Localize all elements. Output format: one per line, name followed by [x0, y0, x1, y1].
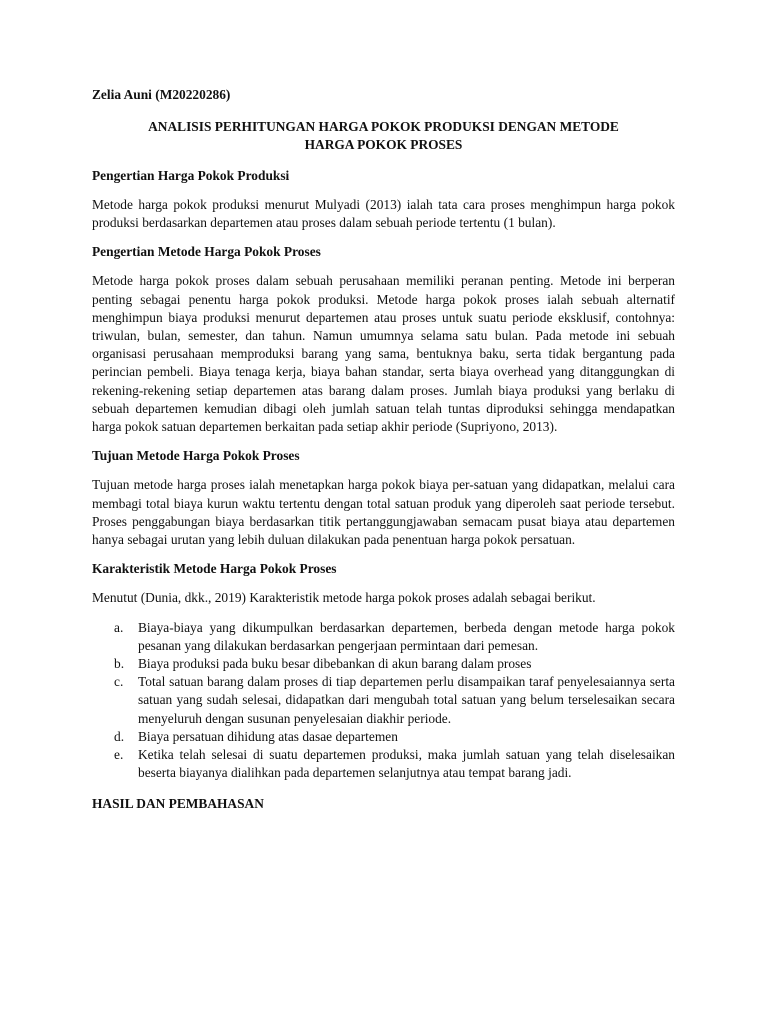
- list-item-text: Biaya produksi pada buku besar dibebankan di akun barang dalam proses: [138, 656, 532, 672]
- author-line: Zelia Auni (M20220286): [92, 87, 231, 102]
- list-marker: d.: [114, 728, 125, 744]
- list-item-text: Total satuan barang dalam proses di tiap departemen perlu disampaikan taraf penyelesaiannya serta satuan yang sudah selesai, didapatkan dari mengubah total satuan yang belum terselesaikan secara menyeluruh dengan susunan penyelesaian diakhir periode.: [138, 674, 675, 726]
- document-page: [92, 86, 675, 813]
- list-marker: e.: [114, 747, 124, 763]
- section-heading-karakteristik: Karakteristik Metode Harga Pokok Proses: [92, 561, 337, 577]
- section-paragraph-pengertian-metode: Metode harga pokok proses dalam sebuah perusahaan memiliki peranan penting. Metode ini berperan penting sebagai penentu harga pokok produksi. Metode harga pokok proses ialah sebuah alternatif menghimpun biaya produksi menurut departemen atau proses untuk suatu periode eksklusif, contohnya: triwulan, bulan, semester, dan tahun. Namun umumnya selama satu bulan. Pada metode ini sebuah organisasi perusahaan memproduksi barang yang sama, bentuknya baku, serta tidak bergantung pada perincian pembeli. Biaya tenaga kerja, biaya bahan standar, serta biaya overhead yang ditanggungkan di rekening-rekening setiap departemen atas barang dalam proses. Jumlah biaya produksi yang berlaku di sebuah departemen kemudian dibagi oleh jumlah satuan telah tuntas diproduksi sehingga mendapatkan harga pokok satuan departemen berkaitan pada setiap akhir periode (Supriyono, 2013).: [92, 273, 675, 435]
- list-item-text: Ketika telah selesai di suatu departemen produksi, maka jumlah satuan yang telah diselesaikan beserta biayanya dialihkan pada departemen selanjutnya atau tempat barang jadi.: [138, 747, 675, 781]
- section-heading-pengertian-metode: Pengertian Metode Harga Pokok Proses: [92, 244, 321, 260]
- section-paragraph-tujuan: Tujuan metode harga proses ialah menetapkan harga pokok biaya per-satuan yang didapatkan, melalui cara membagi total biaya kurun waktu tertentu dengan total satuan produk yang diperoleh saat periode tersebut. Proses penggabungan biaya berdasarkan titik pertanggungjawaban semacam pusat biaya atau departemen hanya sebagai urutan yang lebih duluan dilakukan pada penentuan harga pokok persatuan.: [92, 477, 675, 548]
- title-line-1: ANALISIS PERHITUNGAN HARGA POKOK PRODUKSI DENGAN METODE: [148, 119, 619, 135]
- section-paragraph-karakteristik: Menutut (Dunia, dkk., 2019) Karakteristik metode harga pokok proses adalah sebagai berikut.: [92, 590, 596, 606]
- title-line-2: HARGA POKOK PROSES: [304, 137, 463, 153]
- list-item: [114, 619, 675, 655]
- list-item: [114, 746, 675, 782]
- list-marker: b.: [114, 656, 125, 672]
- list-item: [114, 655, 675, 673]
- document-title: [92, 118, 675, 154]
- list-marker: a.: [114, 619, 124, 635]
- section-paragraph-pengertian-hpp: Metode harga pokok produksi menurut Mulyadi (2013) ialah tata cara proses menghimpun harga pokok produksi berdasarkan departemen atau proses dalam sebuah periode tertentu (1 bulan).: [92, 196, 675, 231]
- list-item: [114, 728, 675, 746]
- list-marker: c.: [114, 674, 124, 690]
- results-heading: HASIL DAN PEMBAHASAN: [92, 795, 264, 811]
- section-heading-tujuan: Tujuan Metode Harga Pokok Proses: [92, 448, 300, 464]
- list-item: [114, 673, 675, 728]
- section-heading-pengertian-hpp: Pengertian Harga Pokok Produksi: [92, 167, 290, 183]
- list-item-text: Biaya persatuan dihidung atas dasae departemen: [138, 728, 398, 744]
- list-item-text: Biaya-biaya yang dikumpulkan berdasarkan departemen, berbeda dengan metode harga pokok pesanan yang dilakukan berdasarkan pengerjaan permintaan dari pemesan.: [138, 619, 675, 653]
- characteristics-list: [92, 619, 675, 783]
